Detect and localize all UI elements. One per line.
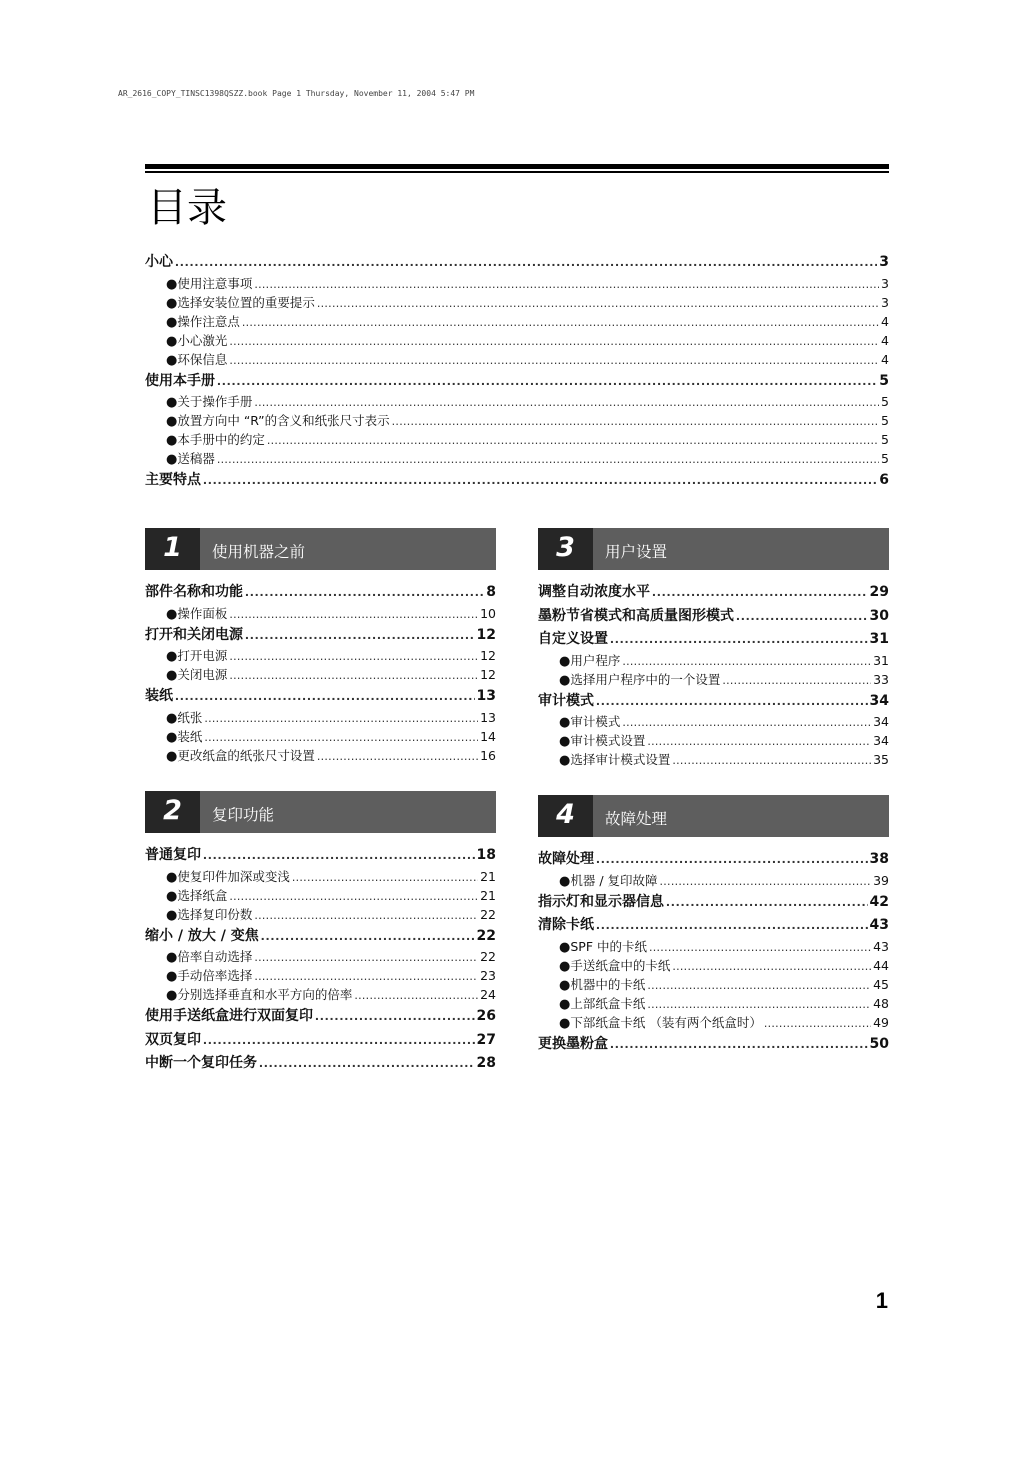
dot-leader — [652, 580, 868, 604]
toc-section-entry — [145, 580, 496, 604]
toc-entry-page: 30 — [869, 607, 889, 624]
toc-section-entry — [538, 689, 889, 713]
bullet-icon: ● — [166, 352, 178, 368]
bullet-icon: ● — [166, 748, 178, 764]
toc-entry-page: 16 — [480, 747, 496, 763]
bullet-icon: ● — [166, 988, 178, 1003]
toc-section-entry — [145, 684, 496, 708]
chapter-title: 使用机器之前 — [212, 543, 306, 561]
toc-entry-label: 使复印件加深或变浅 — [177, 868, 290, 884]
toc-entry-page: 8 — [486, 584, 496, 600]
dot-leader — [622, 652, 871, 670]
dot-leader — [229, 351, 879, 369]
toc-entry-label: 审计模式 — [570, 714, 621, 729]
toc-entry-label: 环保信息 — [177, 351, 228, 367]
toc-entry-page: 5 — [879, 372, 889, 389]
chapter-2-toc — [145, 843, 496, 1075]
toc-section-entry — [538, 604, 889, 628]
toc-entry-label: 打开和关闭电源 — [145, 626, 243, 643]
bullet-icon: ● — [559, 653, 571, 669]
bullet-icon: ● — [166, 606, 178, 622]
bullet-icon: ● — [559, 996, 571, 1012]
toc-section-entry — [145, 250, 889, 274]
chapter-number: 1 — [145, 528, 200, 570]
toc-subentry — [145, 392, 889, 411]
chapter-1-toc — [145, 580, 496, 765]
toc-entry-page: 27 — [476, 1031, 496, 1048]
toc-entry-page: 38 — [869, 851, 889, 867]
toc-section-entry — [538, 890, 889, 914]
toc-subentry — [145, 430, 889, 449]
toc-entry-page: 18 — [476, 847, 496, 863]
toc-entry-page: 21 — [480, 887, 496, 903]
toc-section-entry — [538, 847, 889, 871]
chapter-3-header — [538, 528, 889, 570]
toc-subentry — [145, 350, 889, 369]
toc-entry-page: 4 — [881, 313, 889, 329]
dot-leader — [204, 709, 478, 727]
toc-entry-label: 故障处理 — [538, 851, 594, 867]
dot-leader — [217, 450, 879, 468]
dot-leader — [736, 604, 868, 628]
toc-subentry — [145, 331, 889, 350]
toc-entry-label: 清除卡纸 — [538, 917, 594, 933]
dot-leader — [722, 671, 871, 689]
bullet-icon: ● — [166, 276, 178, 292]
toc-entry-label: 审计模式 — [538, 692, 594, 709]
dot-leader — [229, 647, 478, 665]
toc-subentry — [145, 727, 496, 746]
toc-entry-page: 21 — [480, 868, 496, 884]
toc-entry-page: 28 — [476, 1055, 496, 1071]
dot-leader — [610, 627, 868, 651]
dot-leader — [647, 995, 871, 1013]
dot-leader — [203, 843, 475, 867]
toc-entry-label: 操作面板 — [177, 605, 228, 621]
toc-entry-page: 3 — [881, 294, 889, 310]
toc-entry-label: 机器 / 复印故障 — [570, 872, 658, 888]
toc-entry-label: 选择安装位置的重要提示 — [177, 294, 315, 310]
toc-subentry — [145, 646, 496, 665]
toc-entry-label: 操作注意点 — [177, 313, 240, 329]
bullet-icon: ● — [559, 1015, 571, 1031]
dot-leader — [229, 605, 478, 623]
bullet-icon: ● — [166, 950, 178, 965]
toc-entry-page: 31 — [873, 652, 889, 668]
dot-leader — [649, 938, 871, 956]
dot-leader — [217, 369, 877, 393]
bullet-icon: ● — [166, 452, 178, 467]
toc-subentry — [145, 886, 496, 905]
toc-entry-label: 选择用户程序中的一个设置 — [570, 671, 721, 687]
chapter-2-header — [145, 791, 496, 833]
toc-subentry — [145, 708, 496, 727]
toc-entry-label: 使用本手册 — [145, 372, 215, 389]
dot-leader — [254, 275, 879, 293]
toc-entry-label: 送稿器 — [177, 451, 215, 466]
bullet-icon: ● — [559, 958, 571, 974]
toc-entry-page: 14 — [480, 728, 496, 744]
toc-subentry — [538, 956, 889, 975]
dot-leader — [647, 732, 871, 750]
toc-entry-label: 关闭电源 — [177, 667, 228, 682]
bullet-icon: ● — [559, 939, 571, 955]
toc-subentry — [538, 750, 889, 769]
toc-entry-label: 中断一个复印任务 — [145, 1055, 257, 1071]
toc-entry-label: 装纸 — [177, 728, 203, 744]
bullet-icon: ● — [166, 333, 178, 349]
toc-section-entry — [145, 369, 889, 393]
toc-entry-page: 45 — [873, 976, 889, 992]
toc-subentry — [145, 411, 889, 430]
toc-entry-label: 用户程序 — [570, 652, 621, 668]
dot-leader — [596, 689, 868, 713]
toc-section-entry — [538, 1032, 889, 1056]
toc-entry-page: 12 — [476, 626, 496, 643]
dot-leader — [660, 872, 872, 890]
page-title: 目录 — [147, 185, 227, 231]
toc-entry-page: 33 — [873, 671, 889, 687]
chapter-4-toc — [538, 847, 889, 1055]
bullet-icon: ● — [166, 414, 178, 429]
dot-leader — [245, 623, 475, 647]
chapter-title: 用户设置 — [605, 543, 668, 561]
toc-entry-page: 4 — [881, 332, 889, 348]
bullet-icon: ● — [166, 969, 178, 984]
bullet-icon: ● — [559, 672, 571, 688]
toc-entry-label: 更换墨粉盒 — [538, 1035, 608, 1052]
bullet-icon: ● — [166, 710, 178, 726]
title-rule-thick — [145, 164, 889, 169]
toc-entry-page: 3 — [881, 275, 889, 291]
bullet-icon: ● — [166, 668, 178, 683]
toc-entry-page: 5 — [881, 394, 889, 409]
title-rule-thin — [145, 171, 889, 173]
chapter-number: 3 — [538, 528, 593, 570]
dot-leader — [267, 431, 879, 449]
toc-entry-page: 10 — [480, 605, 496, 621]
chapter-title: 故障处理 — [605, 810, 668, 828]
toc-entry-label: 选择审计模式设置 — [570, 752, 671, 767]
toc-entry-label: 使用注意事项 — [177, 275, 253, 291]
toc-entry-label: 机器中的卡纸 — [570, 976, 646, 992]
toc-entry-label: 主要特点 — [145, 472, 201, 488]
toc-entry-label: 放置方向中 “R”的含义和纸张尺寸表示 — [177, 413, 390, 428]
toc-entry-page: 6 — [879, 472, 889, 488]
toc-subentry — [145, 449, 889, 468]
dot-leader — [254, 393, 879, 411]
toc-subentry — [538, 1013, 889, 1032]
toc-entry-label: 使用手送纸盒进行双面复印 — [145, 1008, 313, 1024]
bullet-icon: ● — [166, 295, 178, 311]
chapter-title: 复印功能 — [212, 806, 275, 824]
dot-leader — [261, 924, 475, 948]
bullet-icon: ● — [166, 395, 178, 410]
toc-section-entry — [145, 1004, 496, 1028]
toc-entry-label: 部件名称和功能 — [145, 584, 243, 600]
dot-leader — [254, 967, 478, 985]
toc-entry-page: 5 — [881, 432, 889, 447]
dot-leader — [317, 747, 478, 765]
dot-leader — [672, 751, 871, 769]
toc-entry-label: 倍率自动选择 — [177, 949, 253, 964]
dot-leader — [245, 580, 484, 604]
toc-entry-page: 5 — [881, 413, 889, 428]
toc-entry-page: 49 — [873, 1014, 889, 1030]
toc-subentry — [145, 312, 889, 331]
toc-entry-label: 装纸 — [145, 688, 173, 704]
dot-leader — [392, 412, 879, 430]
toc-entry-label: 关于操作手册 — [177, 394, 253, 409]
toc-entry-label: SPF 中的卡纸 — [570, 938, 647, 954]
toc-subentry — [538, 871, 889, 890]
toc-entry-label: 指示灯和显示器信息 — [538, 893, 664, 910]
toc-entry-label: 本手册中的约定 — [177, 432, 265, 447]
dot-leader — [203, 1028, 475, 1052]
toc-subentry — [538, 994, 889, 1013]
toc-entry-label: 调整自动浓度水平 — [538, 584, 650, 600]
file-header: AR_2616_COPY_TINSC1398QSZZ.book Page 1 Thursday, November 11, 2004 5:47 PM — [118, 89, 475, 98]
chapter-number: 4 — [538, 795, 593, 837]
bullet-icon: ● — [166, 314, 178, 330]
dot-leader — [315, 1004, 475, 1028]
toc-entry-page: 13 — [476, 688, 496, 704]
dot-leader — [622, 713, 871, 731]
toc-section-entry — [145, 1051, 496, 1075]
bullet-icon: ● — [166, 888, 178, 904]
toc-section-entry — [145, 623, 496, 647]
toc-section-entry — [538, 913, 889, 937]
bullet-icon: ● — [559, 734, 571, 749]
bullet-icon: ● — [166, 869, 178, 885]
toc-entry-label: 手送纸盒中的卡纸 — [570, 957, 671, 973]
toc-entry-page: 29 — [869, 584, 889, 600]
toc-entry-page: 35 — [873, 752, 889, 767]
toc-subentry — [145, 665, 496, 684]
dot-leader — [229, 887, 478, 905]
dot-leader — [672, 957, 871, 975]
toc-entry-page: 5 — [881, 451, 889, 466]
chapter-3-toc — [538, 580, 889, 769]
toc-entry-page: 44 — [873, 957, 889, 973]
chapter-4-header — [538, 795, 889, 837]
dot-leader — [254, 906, 478, 924]
toc-entry-label: 小心激光 — [177, 332, 228, 348]
toc-entry-page: 43 — [873, 938, 889, 954]
toc-section-entry — [145, 924, 496, 948]
dot-leader — [610, 1032, 868, 1056]
toc-entry-page: 12 — [480, 648, 496, 663]
toc-entry-label: 审计模式设置 — [570, 733, 646, 748]
toc-subentry — [145, 985, 496, 1004]
bullet-icon: ● — [166, 729, 178, 745]
toc-entry-page: 22 — [480, 906, 496, 922]
dot-leader — [204, 728, 478, 746]
bullet-icon: ● — [559, 753, 571, 768]
toc-section-entry — [145, 1028, 496, 1052]
dot-leader — [259, 1051, 475, 1075]
toc-entry-label: 缩小 / 放大 / 变焦 — [145, 927, 259, 944]
dot-leader — [666, 890, 868, 914]
toc-entry-label: 下部纸盒卡纸 （装有两个纸盒时） — [570, 1014, 762, 1030]
toc-subentry — [538, 712, 889, 731]
toc-entry-page: 34 — [873, 714, 889, 729]
toc-entry-page: 26 — [476, 1008, 496, 1024]
toc-entry-page: 48 — [873, 995, 889, 1011]
toc-entry-label: 小心 — [145, 254, 173, 270]
page-number: 1 — [875, 1288, 888, 1313]
toc-entry-label: 选择纸盒 — [177, 887, 228, 903]
dot-leader — [229, 332, 879, 350]
chapter-1-header — [145, 528, 496, 570]
toc-entry-page: 24 — [480, 987, 496, 1002]
dot-leader — [764, 1014, 871, 1032]
bullet-icon: ● — [559, 977, 571, 993]
dot-leader — [292, 868, 478, 886]
dot-leader — [242, 313, 879, 331]
bullet-icon: ● — [559, 873, 571, 889]
toc-section-entry — [145, 843, 496, 867]
toc-entry-page: 12 — [480, 667, 496, 682]
dot-leader — [175, 684, 475, 708]
toc-entry-label: 打开电源 — [177, 648, 228, 663]
toc-entry-label: 普通复印 — [145, 847, 201, 863]
toc-subentry — [145, 604, 496, 623]
toc-entry-label: 选择复印份数 — [177, 906, 253, 922]
toc-entry-label: 墨粉节省模式和高质量图形模式 — [538, 607, 734, 624]
toc-entry-page: 34 — [873, 733, 889, 748]
dot-leader — [354, 986, 478, 1004]
toc-section-entry — [538, 580, 889, 604]
toc-entry-label: 更改纸盒的纸张尺寸设置 — [177, 747, 315, 763]
toc-section-entry — [538, 627, 889, 651]
dot-leader — [203, 468, 877, 492]
toc-subentry — [145, 293, 889, 312]
toc-section-entry — [145, 468, 889, 492]
toc-entry-page: 43 — [869, 917, 889, 933]
toc-entry-page: 39 — [873, 872, 889, 888]
toc-entry-label: 双页复印 — [145, 1031, 201, 1048]
toc-subentry — [145, 947, 496, 966]
toc-subentry — [538, 975, 889, 994]
dot-leader — [317, 294, 879, 312]
toc-entry-page: 23 — [480, 968, 496, 983]
toc-entry-page: 4 — [881, 351, 889, 367]
bullet-icon: ● — [559, 715, 571, 730]
toc-entry-page: 34 — [869, 692, 889, 709]
toc-entry-page: 22 — [476, 927, 496, 944]
dot-leader — [229, 666, 478, 684]
toc-subentry — [145, 746, 496, 765]
toc-subentry — [145, 274, 889, 293]
dot-leader — [254, 948, 478, 966]
toc-entry-label: 手动倍率选择 — [177, 968, 253, 983]
bullet-icon: ● — [166, 907, 178, 923]
toc-entry-label: 纸张 — [177, 709, 203, 725]
dot-leader — [596, 913, 868, 937]
main-toc — [145, 250, 889, 492]
toc-entry-page: 42 — [869, 893, 889, 910]
dot-leader — [596, 847, 868, 871]
toc-entry-page: 22 — [480, 949, 496, 964]
toc-entry-page: 13 — [480, 709, 496, 725]
toc-entry-page: 3 — [879, 254, 889, 270]
toc-entry-label: 分别选择垂直和水平方向的倍率 — [177, 987, 353, 1002]
toc-entry-label: 自定义设置 — [538, 631, 608, 647]
toc-subentry — [538, 651, 889, 670]
toc-subentry — [145, 867, 496, 886]
dot-leader — [175, 250, 877, 274]
toc-subentry — [538, 670, 889, 689]
bullet-icon: ● — [166, 433, 178, 448]
toc-entry-page: 31 — [869, 631, 889, 647]
toc-entry-label: 上部纸盒卡纸 — [570, 995, 646, 1011]
bullet-icon: ● — [166, 649, 178, 664]
toc-subentry — [145, 905, 496, 924]
toc-subentry — [538, 937, 889, 956]
chapter-number: 2 — [145, 791, 200, 833]
toc-subentry — [145, 966, 496, 985]
dot-leader — [647, 976, 871, 994]
toc-subentry — [538, 731, 889, 750]
toc-entry-page: 50 — [869, 1035, 889, 1052]
